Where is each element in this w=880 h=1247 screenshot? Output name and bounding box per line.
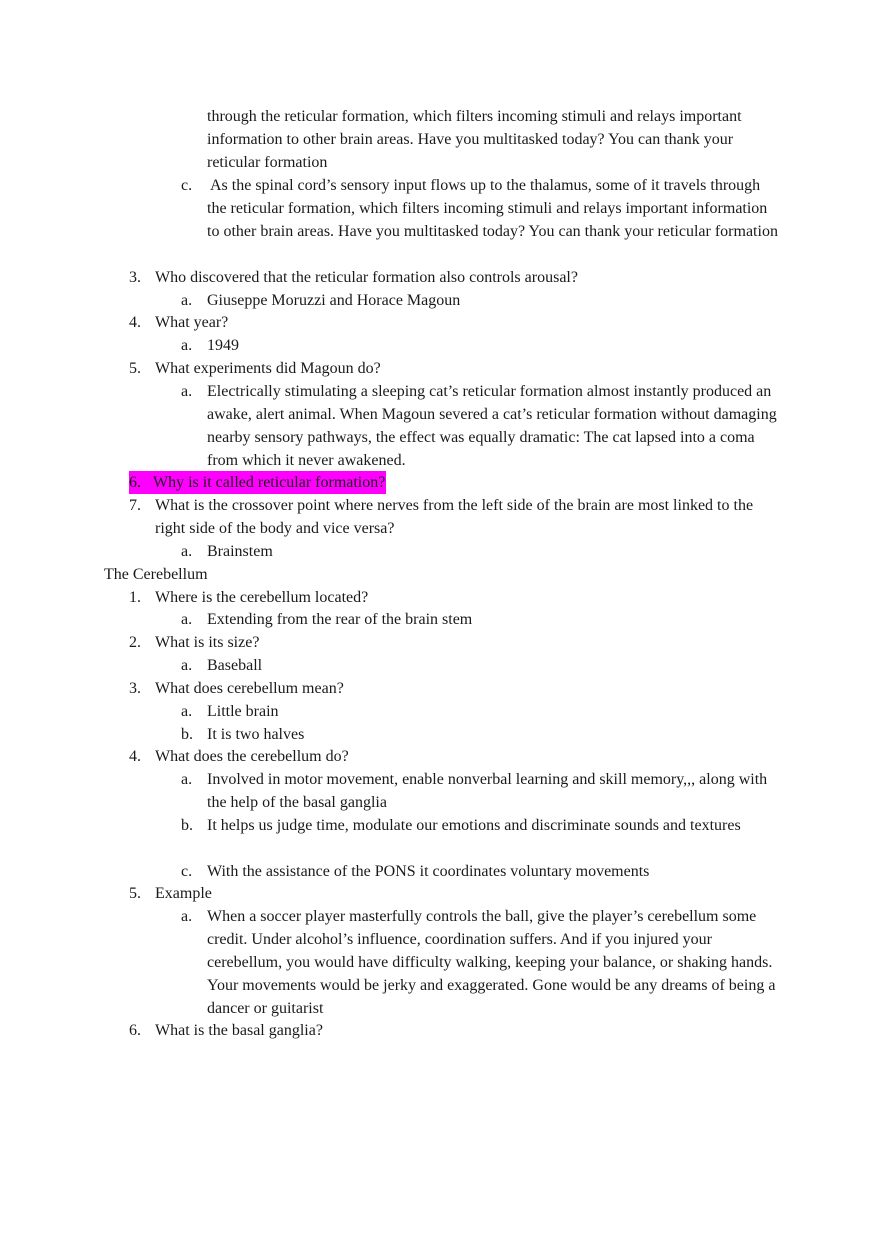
list-marker: a. bbox=[181, 703, 193, 720]
highlighted-question bbox=[129, 471, 386, 494]
list-number: 6. bbox=[129, 474, 141, 491]
list-number: 3. bbox=[129, 269, 141, 286]
list-number: 5. bbox=[129, 885, 141, 902]
list-number: 5. bbox=[129, 360, 141, 377]
question-text: What does cerebellum mean? bbox=[155, 680, 344, 697]
answer-text: 1949 bbox=[207, 337, 239, 354]
answer-text: Giuseppe Moruzzi and Horace Magoun bbox=[207, 292, 461, 309]
answer-text: It is two halves bbox=[207, 726, 305, 743]
question-text: Example bbox=[155, 885, 212, 902]
question-text: What is the crossover point where nerves from the left side of the brain are most linked to the right side of the body and vice versa? bbox=[155, 497, 754, 537]
list-marker: a. bbox=[181, 543, 193, 560]
list-number: 2. bbox=[129, 634, 141, 651]
answer-text: Extending from the rear of the brain stem bbox=[207, 611, 473, 628]
list-marker: c. bbox=[181, 177, 193, 194]
question-text: What is its size? bbox=[155, 634, 260, 651]
continuation-text: through the reticular formation, which filters incoming stimuli and relays important information to other brain areas. Have you multitasked today? You can thank your reticular formation bbox=[207, 108, 742, 171]
question-text: What does the cerebellum do? bbox=[155, 748, 349, 765]
section-heading: The Cerebellum bbox=[104, 566, 208, 583]
question-text: Why is it called reticular formation? bbox=[153, 474, 386, 491]
list-marker: b. bbox=[181, 817, 193, 834]
list-marker: a. bbox=[181, 611, 193, 628]
list-marker: a. bbox=[181, 771, 193, 788]
list-marker: a. bbox=[181, 908, 193, 925]
answer-text: Involved in motor movement, enable nonverbal learning and skill memory,,, along with the help of the basal ganglia bbox=[207, 771, 768, 811]
answer-text: Little brain bbox=[207, 703, 279, 720]
answer-text: Brainstem bbox=[207, 543, 273, 560]
list-marker: a. bbox=[181, 383, 193, 400]
answer-text: As the spinal cord’s sensory input flows up to the thalamus, some of it travels through the reticular formation, which filters incoming stimuli and relays important information to other brain areas. Have you multitasked today? You can thank your reticular formation bbox=[207, 177, 778, 240]
question-text: Where is the cerebellum located? bbox=[155, 589, 369, 606]
list-number: 4. bbox=[129, 748, 141, 765]
answer-text: With the assistance of the PONS it coordinates voluntary movements bbox=[207, 863, 650, 880]
answer-text: Electrically stimulating a sleeping cat’s reticular formation almost instantly produced an awake, alert animal. When Magoun severed a cat’s reticular formation without damaging nearby sensory pathways, the effect was equally dramatic: The cat lapsed into a coma from which it never awakened. bbox=[207, 383, 777, 469]
question-text: What is the basal ganglia? bbox=[155, 1022, 323, 1039]
answer-text: It helps us judge time, modulate our emotions and discriminate sounds and textures bbox=[207, 817, 741, 834]
list-number: 3. bbox=[129, 680, 141, 697]
question-text: What experiments did Magoun do? bbox=[155, 360, 381, 377]
list-marker: c. bbox=[181, 863, 193, 880]
list-marker: a. bbox=[181, 337, 193, 354]
question-text: What year? bbox=[155, 314, 229, 331]
question-text: Who discovered that the reticular formation also controls arousal? bbox=[155, 269, 578, 286]
list-marker: b. bbox=[181, 726, 193, 743]
list-number: 1. bbox=[129, 589, 141, 606]
answer-text: Baseball bbox=[207, 657, 263, 674]
answer-text: When a soccer player masterfully controls the ball, give the player’s cerebellum some credit. Under alcohol’s influence, coordination suffers. And if you injured your cerebellum, you would have difficulty walking, keeping your balance, or shaking hands. Your movements would be jerky and exaggerated. Gone would be any dreams of being a dancer or guitarist bbox=[207, 908, 776, 1017]
list-number: 4. bbox=[129, 314, 141, 331]
list-marker: a. bbox=[181, 657, 193, 674]
list-marker: a. bbox=[181, 292, 193, 309]
list-number: 7. bbox=[129, 497, 141, 514]
list-number: 6. bbox=[129, 1022, 141, 1039]
